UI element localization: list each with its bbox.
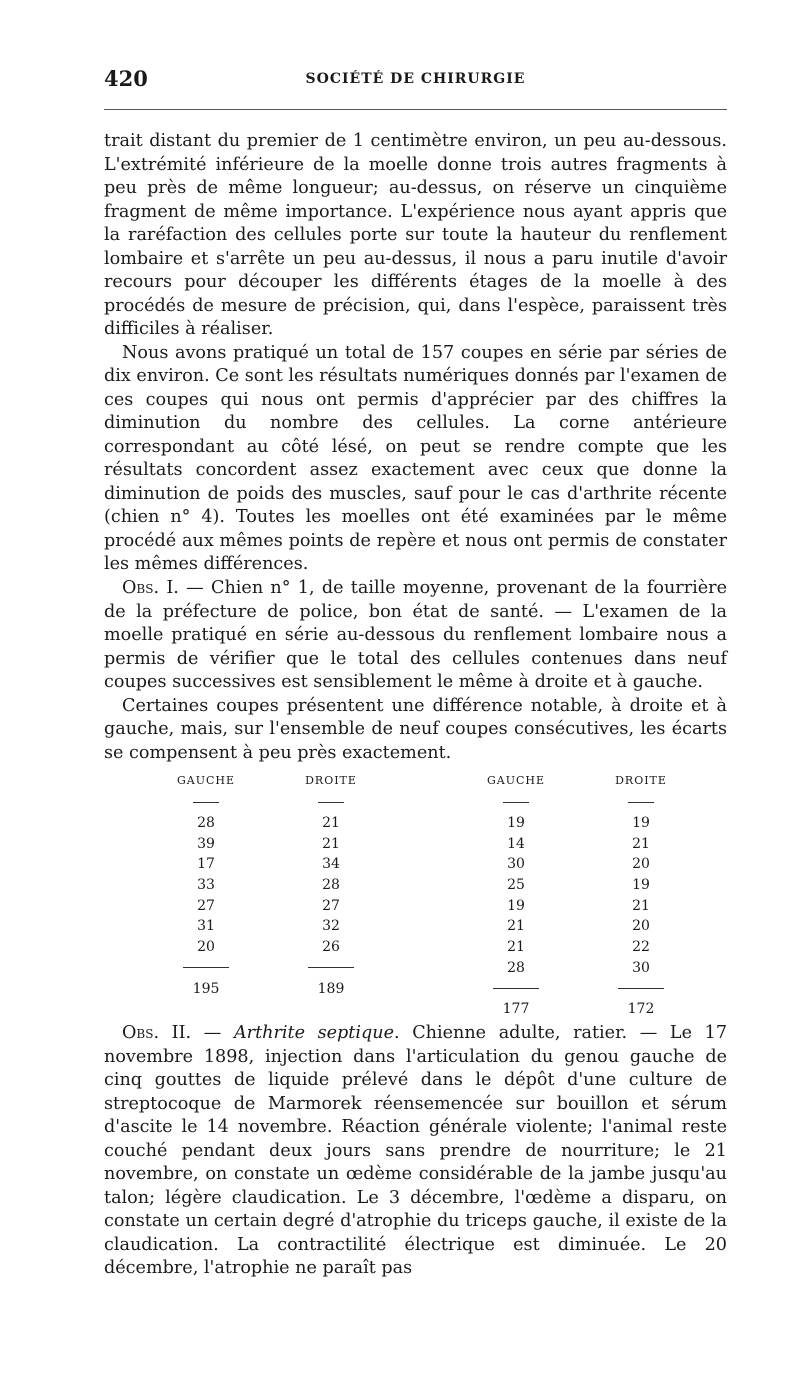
obs1-label: Obs. I. (122, 578, 179, 598)
table-row: 20 26 21 22 (197, 939, 650, 956)
page-number: 420 (104, 66, 148, 91)
paragraph-coupes: Nous avons pratiqué un total de 157 coupes en série par séries de dix environ. Ce sont les résultats numériques donnés par l'examen de ces coupes qui nous ont permis d'apprécier par des chiffres la diminution du nombre des cellules. La corne antérieure correspondant au côté lésé, on peut se rendre compte que les résultats concordent assez exactement avec ceux que donne la diminution de poids des muscles, sauf pour le cas d'arthrite récente (chien n° 4). Toutes les moelles ont été examinées par le même procédé aux mêmes points de repère et nous ont permis de constater les mêmes différences. (104, 342, 727, 574)
total-droite-2: 172 (627, 1001, 655, 1018)
table-row: 33 28 25 19 (197, 877, 650, 894)
obs1-paragraph (104, 577, 727, 695)
total-gauche-1: 195 (192, 980, 220, 997)
page-header (104, 66, 727, 96)
table-row: 39 21 14 21 (197, 835, 650, 852)
header-rule (104, 109, 727, 110)
column-header: DROITE (615, 773, 667, 787)
table-row: 28 30 (140, 958, 700, 979)
obs2-title: Arthrite septique (233, 1023, 394, 1043)
table-row: 17 34 30 20 (197, 856, 650, 873)
obs1-paragraph-2: Certaines coupes présentent une différence notable, à droite et à gauche, mais, sur l'ensemble de neuf coupes consécutives, les écarts se compensent à peu près exactement. (104, 695, 727, 763)
running-title: SOCIÉTÉ DE CHIRURGIE (305, 71, 526, 87)
observation-1 (104, 577, 727, 765)
totals-row-right (140, 999, 700, 1020)
obs1-text: — Chien n° 1, de taille moyenne, provenant de la fourrière de la préfecture de police, bon état de santé. — L'examen de la moelle pratiqué en série au-dessous du renflement lombaire nous a permis de vérifier que le total des cellules contenues dans neuf coupes successives est sensiblement le même à droite et à gauche. (104, 578, 727, 692)
obs2-paragraph: Obs. II. — Arthrite septique. Chienne adulte, ratier. — Le 17 novembre 1898, injection dans l'articulation du genou gauche de cinq gouttes de liquide prélevé dans le dépôt d'une culture de streptocoque de Marmorek réensemencée sur bouillon et sérum d'ascite le 14 novembre. Réaction générale violente; l'animal reste couché pendant deux jours sans prendre de nourriture; le 21 novembre, on constate un œdème considérable de la jambe jusqu'au talon; légère claudication. Le 3 décembre, l'œdème a disparu, on constate un certain degré d'atrophie du triceps gauche, il existe de la claudication. La contractilité électrique est diminuée. Le 20 décembre, l'atrophie ne paraît pas (104, 1023, 728, 1278)
total-droite-1: 189 (317, 980, 345, 997)
paragraph-continuation: trait distant du premier de 1 centimètre environ, un peu au-dessous. L'extrémité inférieure de la moelle donne trois autres fragments à peu près de même longueur; au-dessus, on réserve un cinquième fragment de même importance. L'expérience nous ayant appris que la raréfaction des cellules porte sur toute la hauteur du renflement lombaire et s'arrête un peu au-dessus, il nous a paru inutile d'avoir recours pour découper les différents étages de la moelle à des procédés de mesure de précision, qui, dans l'espèce, paraissent très difficiles à réaliser. (104, 131, 727, 339)
table-row: 28 21 19 19 (197, 815, 650, 832)
totals-row-left (140, 978, 700, 999)
obs2-text: . Chienne adulte, ratier. — Le 17 novembre 1898, injection dans l'articulation du genou gauche de cinq gouttes de liquide prélevé dans le dépôt d'une culture de streptocoque de Marmorek réensemencée sur bouillon et sérum d'ascite le 14 novembre. Réaction générale violente; l'animal reste couché pendant deux jours sans prendre de nourriture; le 21 novembre, on constate un œdème considérable de la jambe jusqu'au talon; légère claudication. Le 3 décembre, l'œdème a disparu, on constate un certain degré d'atrophie du triceps gauche, il existe de la claudication. La contractilité électrique est diminuée. Le 20 décembre, l'atrophie ne paraît pas (104, 1023, 728, 1278)
column-header: GAUCHE (486, 773, 546, 787)
cell-count-table (140, 772, 700, 1020)
body-text-top (104, 130, 727, 577)
header-dash-row (140, 792, 700, 813)
column-header: GAUCHE (177, 773, 236, 787)
obs2-label: Obs. II. (122, 1023, 192, 1043)
observation-2 (104, 1022, 727, 1281)
total-gauche-2: 177 (502, 1001, 530, 1018)
column-header: DROITE (305, 773, 357, 787)
table-row: 31 32 21 20 (197, 918, 650, 935)
table-row: 27 27 19 21 (197, 897, 650, 914)
